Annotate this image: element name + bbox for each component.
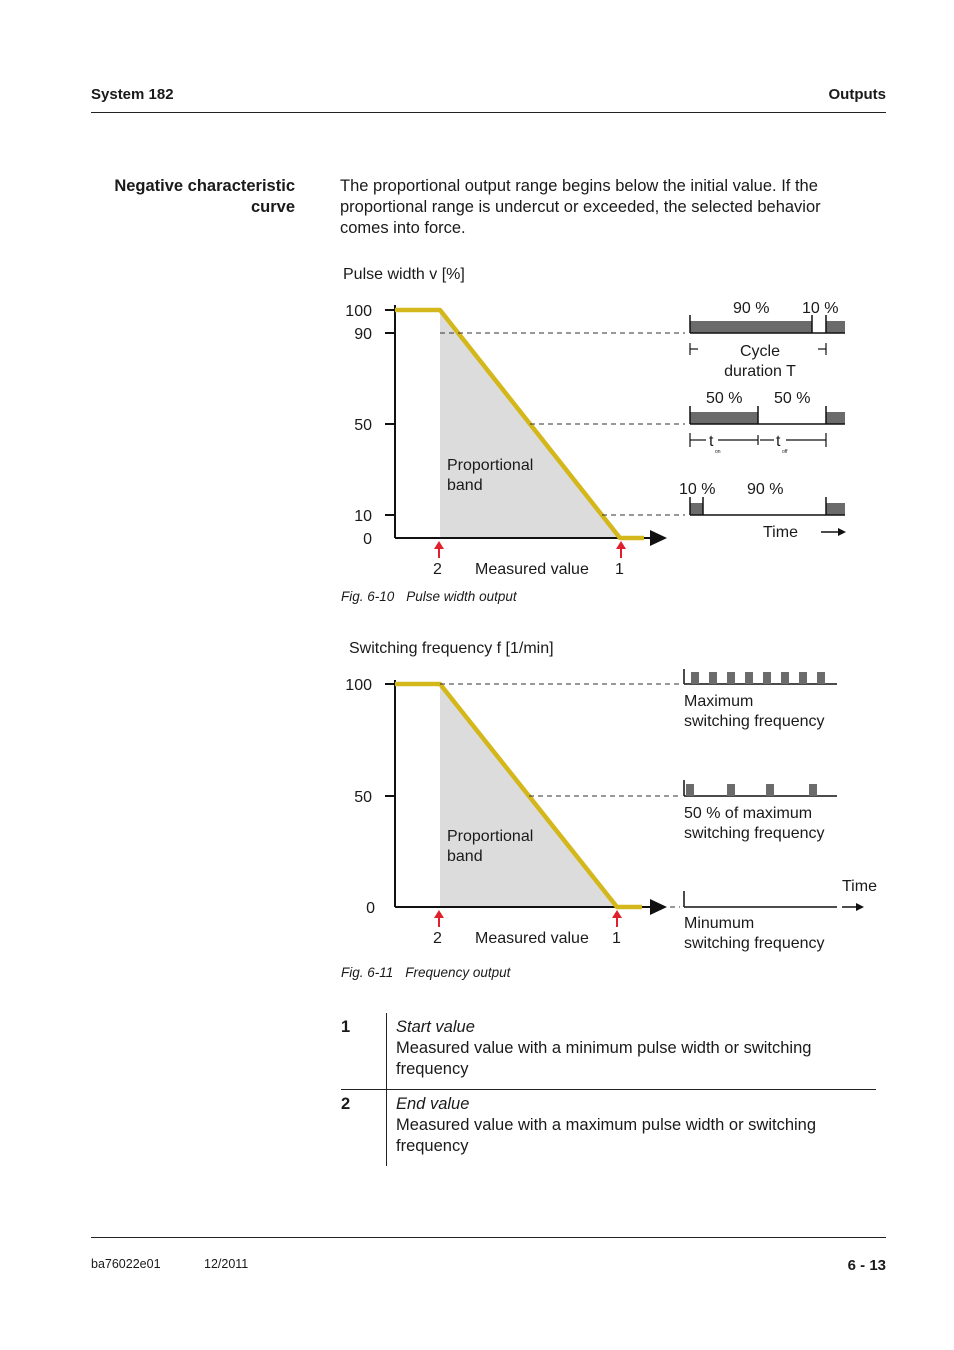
fig1-marker-end-label: 2	[433, 561, 442, 578]
fig1-t-off-subscript: off	[782, 449, 788, 455]
legend-row	[341, 1013, 876, 1090]
fig2-marker-start-label: 1	[612, 930, 621, 947]
fig1-row3-on-label: 10 %	[679, 481, 716, 498]
legend-number: 1	[341, 1013, 387, 1090]
fig1-row1-off-label: 10 %	[802, 300, 839, 317]
fig1-caption-number: Fig. 6-10	[341, 589, 395, 604]
legend-description: Measured value with a maximum pulse width or switching frequency	[396, 1116, 817, 1155]
fig1-marker-start-label: 1	[615, 561, 624, 578]
legend-table	[341, 1013, 876, 1166]
fig1-tick-label-100: 100	[345, 303, 372, 320]
fig2-caption-text: Frequency output	[405, 965, 511, 980]
fig2-ylabel: Switching frequency f [1/min]	[349, 640, 554, 657]
fig1-row2-on-label: 50 %	[706, 390, 743, 407]
fig1-row3-next-pulse	[826, 503, 845, 515]
fig2-half-pulses	[686, 784, 817, 796]
fig1-ylabel: Pulse width v [%]	[343, 266, 465, 283]
fig2-min-label-line1: Minumum	[684, 915, 755, 932]
fig1-band-label-line1: Proportional	[447, 457, 534, 474]
header-rule	[91, 112, 886, 113]
fig2-band-label-line2: band	[447, 848, 483, 865]
fig1-row3-off-label: 90 %	[747, 481, 784, 498]
fig2-max-label-line2: switching frequency	[684, 713, 825, 730]
header-chapter: Outputs	[828, 86, 886, 103]
fig2-marker-end-label: 2	[433, 930, 442, 947]
fig1-t-off-symbol: t	[776, 433, 781, 450]
fig1-tick-label-50: 50	[354, 417, 372, 434]
header-title: System 182	[91, 86, 174, 103]
fig1-band-label-line2: band	[447, 477, 483, 494]
fig2-band-label-line1: Proportional	[447, 828, 534, 845]
fig2-caption	[341, 965, 510, 980]
fig1-row2-off-label: 50 %	[774, 390, 811, 407]
footer-rule	[91, 1237, 886, 1238]
footer-page-number: 6 - 13	[847, 1257, 886, 1274]
fig1-row2-pulse	[690, 412, 758, 424]
fig1-row1-next-pulse	[826, 321, 845, 333]
intro-paragraph: The proportional output range begins below the initial value. If the proportional range is undercut or exceeded, the selected behavior comes into force.	[340, 177, 821, 237]
fig2-tick-label-100: 100	[345, 677, 372, 694]
fig1-row1-pulse	[690, 321, 812, 333]
fig2-half-label-line2: switching frequency	[684, 825, 825, 842]
fig1-tick-label-10: 10	[354, 508, 372, 525]
section-heading: Negative characteristic curve	[114, 177, 295, 216]
fig1-t-on-symbol: t	[709, 433, 714, 450]
fig2-max-pulses	[691, 672, 825, 684]
fig1-cycle-label-line1: Cycle	[739, 343, 781, 360]
fig1-tick-label-90: 90	[354, 326, 372, 343]
fig2-tick-label-0: 0	[366, 900, 375, 917]
fig1-cycle-label-line2: duration T	[724, 363, 796, 380]
legend-term: Start value	[396, 1018, 475, 1036]
fig2-tick-label-50: 50	[354, 789, 372, 806]
legend-number: 2	[341, 1095, 351, 1113]
frequency-figure	[330, 630, 877, 960]
footer-doc-number: ba76022e01	[91, 1257, 161, 1271]
fig2-time-label: Time	[842, 878, 877, 895]
fig2-xlabel: Measured value	[475, 930, 589, 947]
fig1-row1-on-label: 90 %	[733, 300, 770, 317]
fig2-x-axis-arrow-icon	[650, 899, 667, 915]
legend-row	[341, 1090, 876, 1167]
fig2-caption-number: Fig. 6-11	[341, 965, 394, 980]
fig1-row2-next-pulse	[826, 412, 845, 424]
fig2-max-label-line1: Maximum	[684, 693, 754, 710]
fig1-xlabel: Measured value	[475, 561, 589, 578]
legend-term: End value	[396, 1095, 470, 1113]
fig1-caption	[341, 589, 517, 604]
fig2-half-label-line1: 50 % of maximum	[684, 805, 813, 822]
legend-description: Measured value with a minimum pulse width or switching frequency	[396, 1039, 812, 1078]
fig1-time-label: Time	[763, 524, 798, 541]
pulse-width-figure	[330, 255, 870, 585]
fig1-caption-text: Pulse width output	[406, 589, 517, 604]
fig2-min-label-line2: switching frequency	[684, 935, 825, 952]
fig1-row3-pulse	[690, 503, 703, 515]
fig1-tick-label-0: 0	[363, 531, 372, 548]
footer-date: 12/2011	[204, 1257, 249, 1271]
fig1-t-on-subscript: on	[715, 449, 721, 455]
fig1-x-axis-arrow-icon	[650, 530, 667, 546]
